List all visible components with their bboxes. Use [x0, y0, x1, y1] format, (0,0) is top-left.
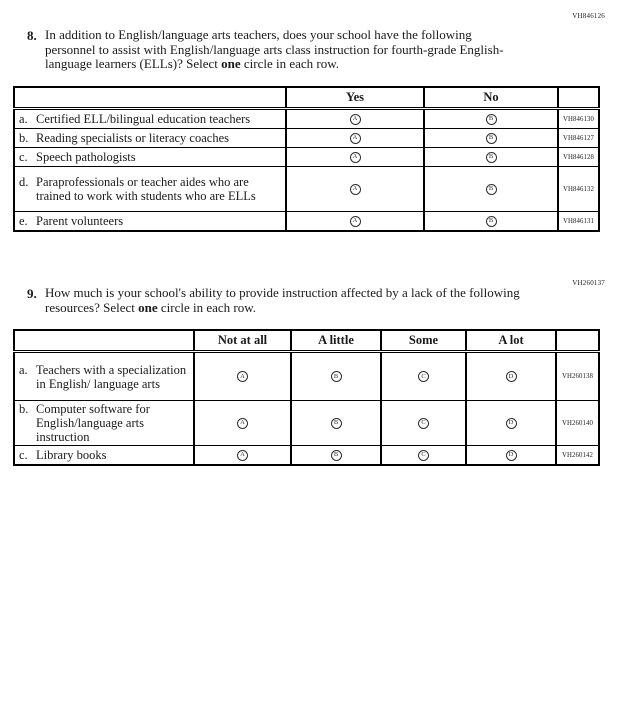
q9-row-a-some-cell — [381, 352, 466, 401]
q9-row-a-some-circle[interactable] — [418, 371, 429, 382]
row-letter: a. — [19, 112, 28, 126]
q9-row-c-a-little-circle[interactable] — [331, 450, 342, 461]
q8-text — [45, 28, 523, 72]
question-9 — [27, 286, 532, 315]
q8-row-e-yes-cell — [286, 212, 424, 232]
q8-row-b-no-cell — [424, 129, 558, 148]
q9-table — [13, 329, 600, 466]
circle-letter: B — [488, 153, 494, 161]
circle-letter: A — [240, 372, 245, 380]
q9-text — [45, 286, 523, 315]
q8-text-post: circle in each row. — [240, 56, 340, 71]
q8-row-d-no-circle[interactable] — [486, 184, 497, 195]
row-label: Library books — [36, 448, 107, 462]
q8-row-b-yes-cell — [286, 129, 424, 148]
q9-row-a-label-cell — [14, 352, 194, 401]
circle-letter: A — [352, 153, 358, 161]
q8-row-b-label-cell — [14, 129, 286, 148]
row-code: VH846128 — [558, 148, 599, 167]
table-row — [14, 401, 599, 446]
q8-header-code-blank — [558, 87, 599, 109]
q8-row-a-no-circle[interactable] — [486, 114, 497, 125]
q9-row-b-a-little-cell — [291, 401, 381, 446]
row-letter: c. — [19, 150, 28, 164]
q8-row-d-yes-cell — [286, 167, 424, 212]
circle-letter: B — [488, 134, 494, 142]
row-label: Paraprofessionals or teacher aides who are trained to work with students who are ELLs — [36, 175, 256, 203]
circle-letter: C — [421, 451, 426, 459]
circle-letter: A — [240, 419, 245, 427]
q8-header-blank — [14, 87, 286, 109]
q9-row-b-a-lot-cell — [466, 401, 556, 446]
table-row — [14, 148, 599, 167]
q9-row-a-a-lot-circle[interactable] — [506, 371, 517, 382]
q8-row-c-no-cell — [424, 148, 558, 167]
q9-row-c-not-at-all-circle[interactable] — [237, 450, 248, 461]
q9-row-c-a-lot-circle[interactable] — [506, 450, 517, 461]
circle-letter: A — [352, 217, 358, 225]
q9-row-b-a-little-circle[interactable] — [331, 418, 342, 429]
q8-row-b-no-circle[interactable] — [486, 133, 497, 144]
question-8 — [27, 28, 532, 72]
q8-row-c-label-cell — [14, 148, 286, 167]
q8-table — [13, 86, 600, 232]
q9-row-c-label-cell — [14, 446, 194, 466]
circle-letter: C — [421, 419, 426, 427]
row-label: Speech pathologists — [36, 150, 136, 164]
q9-row-a-a-little-cell — [291, 352, 381, 401]
row-letter: e. — [19, 214, 28, 228]
q8-header-row — [14, 87, 599, 109]
row-letter: b. — [19, 131, 29, 145]
q8-row-e-label-cell — [14, 212, 286, 232]
row-code: VH846132 — [558, 167, 599, 212]
q9-text-pre: How much is your school's ability to provide instruction affected by a lack of the following resources? Select — [45, 285, 520, 315]
row-label: Reading specialists or literacy coaches — [36, 131, 229, 145]
q9-row-c-some-circle[interactable] — [418, 450, 429, 461]
q8-text-pre: In addition to English/language arts teachers, does your school have the following personnel to assist with English/language arts class instruction for fourth-grade English-language learners (ELLs)? Select — [45, 27, 504, 71]
q8-number: 8. — [27, 28, 37, 43]
q9-header-row — [14, 330, 599, 352]
row-code: VH260138 — [556, 352, 599, 401]
circle-letter: D — [508, 372, 514, 380]
row-label: Teachers with a specialization in English/ language arts — [36, 362, 187, 391]
q8-row-c-no-circle[interactable] — [486, 152, 497, 163]
circle-letter: B — [488, 185, 494, 193]
row-label: Parent volunteers — [36, 214, 124, 228]
q9-row-b-label-cell — [14, 401, 194, 446]
circle-letter: B — [333, 451, 339, 459]
q9-row-c-not-at-all-cell — [194, 446, 291, 466]
table-row — [14, 167, 599, 212]
q9-row-c-a-little-cell — [291, 446, 381, 466]
q9-header-code-blank — [556, 330, 599, 352]
q9-header-not-at-all: Not at all — [194, 330, 291, 352]
row-code: VH846130 — [558, 109, 599, 129]
q9-header-blank — [14, 330, 194, 352]
q8-row-c-yes-cell — [286, 148, 424, 167]
circle-letter: A — [352, 115, 358, 123]
circle-letter: A — [352, 134, 358, 142]
row-code: VH260140 — [556, 401, 599, 446]
circle-letter: D — [508, 451, 514, 459]
q9-row-b-some-cell — [381, 401, 466, 446]
row-letter: d. — [19, 175, 29, 189]
q9-header-some: Some — [381, 330, 466, 352]
q9-row-c-some-cell — [381, 446, 466, 466]
row-label: Computer software for English/language arts instruction — [36, 402, 150, 444]
q9-text-post: circle in each row. — [157, 299, 257, 315]
q8-row-a-label-cell — [14, 109, 286, 129]
q9-header-a-lot: A lot — [466, 330, 556, 352]
row-code: VH260142 — [556, 446, 599, 466]
q9-row-a-not-at-all-cell — [194, 352, 291, 401]
row-code: VH846127 — [558, 129, 599, 148]
circle-letter: D — [508, 419, 514, 427]
q8-row-e-no-circle[interactable] — [486, 216, 497, 227]
q9-row-c-a-lot-cell — [466, 446, 556, 466]
q9-row-a-not-at-all-circle[interactable] — [237, 371, 248, 382]
row-letter: b. — [19, 402, 29, 416]
q8-row-d-yes-circle[interactable] — [350, 184, 361, 195]
table-row — [14, 446, 599, 466]
q9-row-b-not-at-all-cell — [194, 401, 291, 446]
circle-letter: B — [333, 372, 339, 380]
table-row — [14, 109, 599, 129]
row-code: VH846131 — [558, 212, 599, 232]
table-row — [14, 212, 599, 232]
q8-header-yes: Yes — [286, 87, 424, 109]
q9-text-bold: one — [138, 299, 158, 315]
q8-row-a-yes-cell — [286, 109, 424, 129]
q8-row-e-no-cell — [424, 212, 558, 232]
q8-row-b-yes-circle[interactable] — [350, 133, 361, 144]
q8-row-a-no-cell — [424, 109, 558, 129]
table-row — [14, 352, 599, 401]
q9-number: 9. — [27, 286, 37, 301]
q9-row-a-a-little-circle[interactable] — [331, 371, 342, 382]
q8-row-e-yes-circle[interactable] — [350, 216, 361, 227]
q8-header-no: No — [424, 87, 558, 109]
q9-row-b-some-circle[interactable] — [418, 418, 429, 429]
q8-text-bold: one — [221, 56, 241, 71]
q8-row-a-yes-circle[interactable] — [350, 114, 361, 125]
q8-row-d-label-cell — [14, 167, 286, 212]
table-row — [14, 129, 599, 148]
row-label: Certified ELL/bilingual education teachers — [36, 112, 251, 126]
q9-header-a-little: A little — [291, 330, 381, 352]
q9-row-b-not-at-all-circle[interactable] — [237, 418, 248, 429]
q9-row-b-a-lot-circle[interactable] — [506, 418, 517, 429]
row-letter: a. — [19, 362, 28, 377]
circle-letter: B — [488, 115, 494, 123]
circle-letter: B — [488, 217, 494, 225]
circle-letter: C — [421, 372, 426, 380]
circle-letter: A — [240, 451, 245, 459]
circle-letter: B — [333, 419, 339, 427]
row-letter: c. — [19, 448, 28, 462]
q9-row-a-a-lot-cell — [466, 352, 556, 401]
q8-row-d-no-cell — [424, 167, 558, 212]
circle-letter: A — [352, 185, 358, 193]
q8-variable-code: VH846126 — [572, 12, 605, 20]
q8-row-c-yes-circle[interactable] — [350, 152, 361, 163]
q9-variable-code: VH260137 — [572, 279, 605, 287]
